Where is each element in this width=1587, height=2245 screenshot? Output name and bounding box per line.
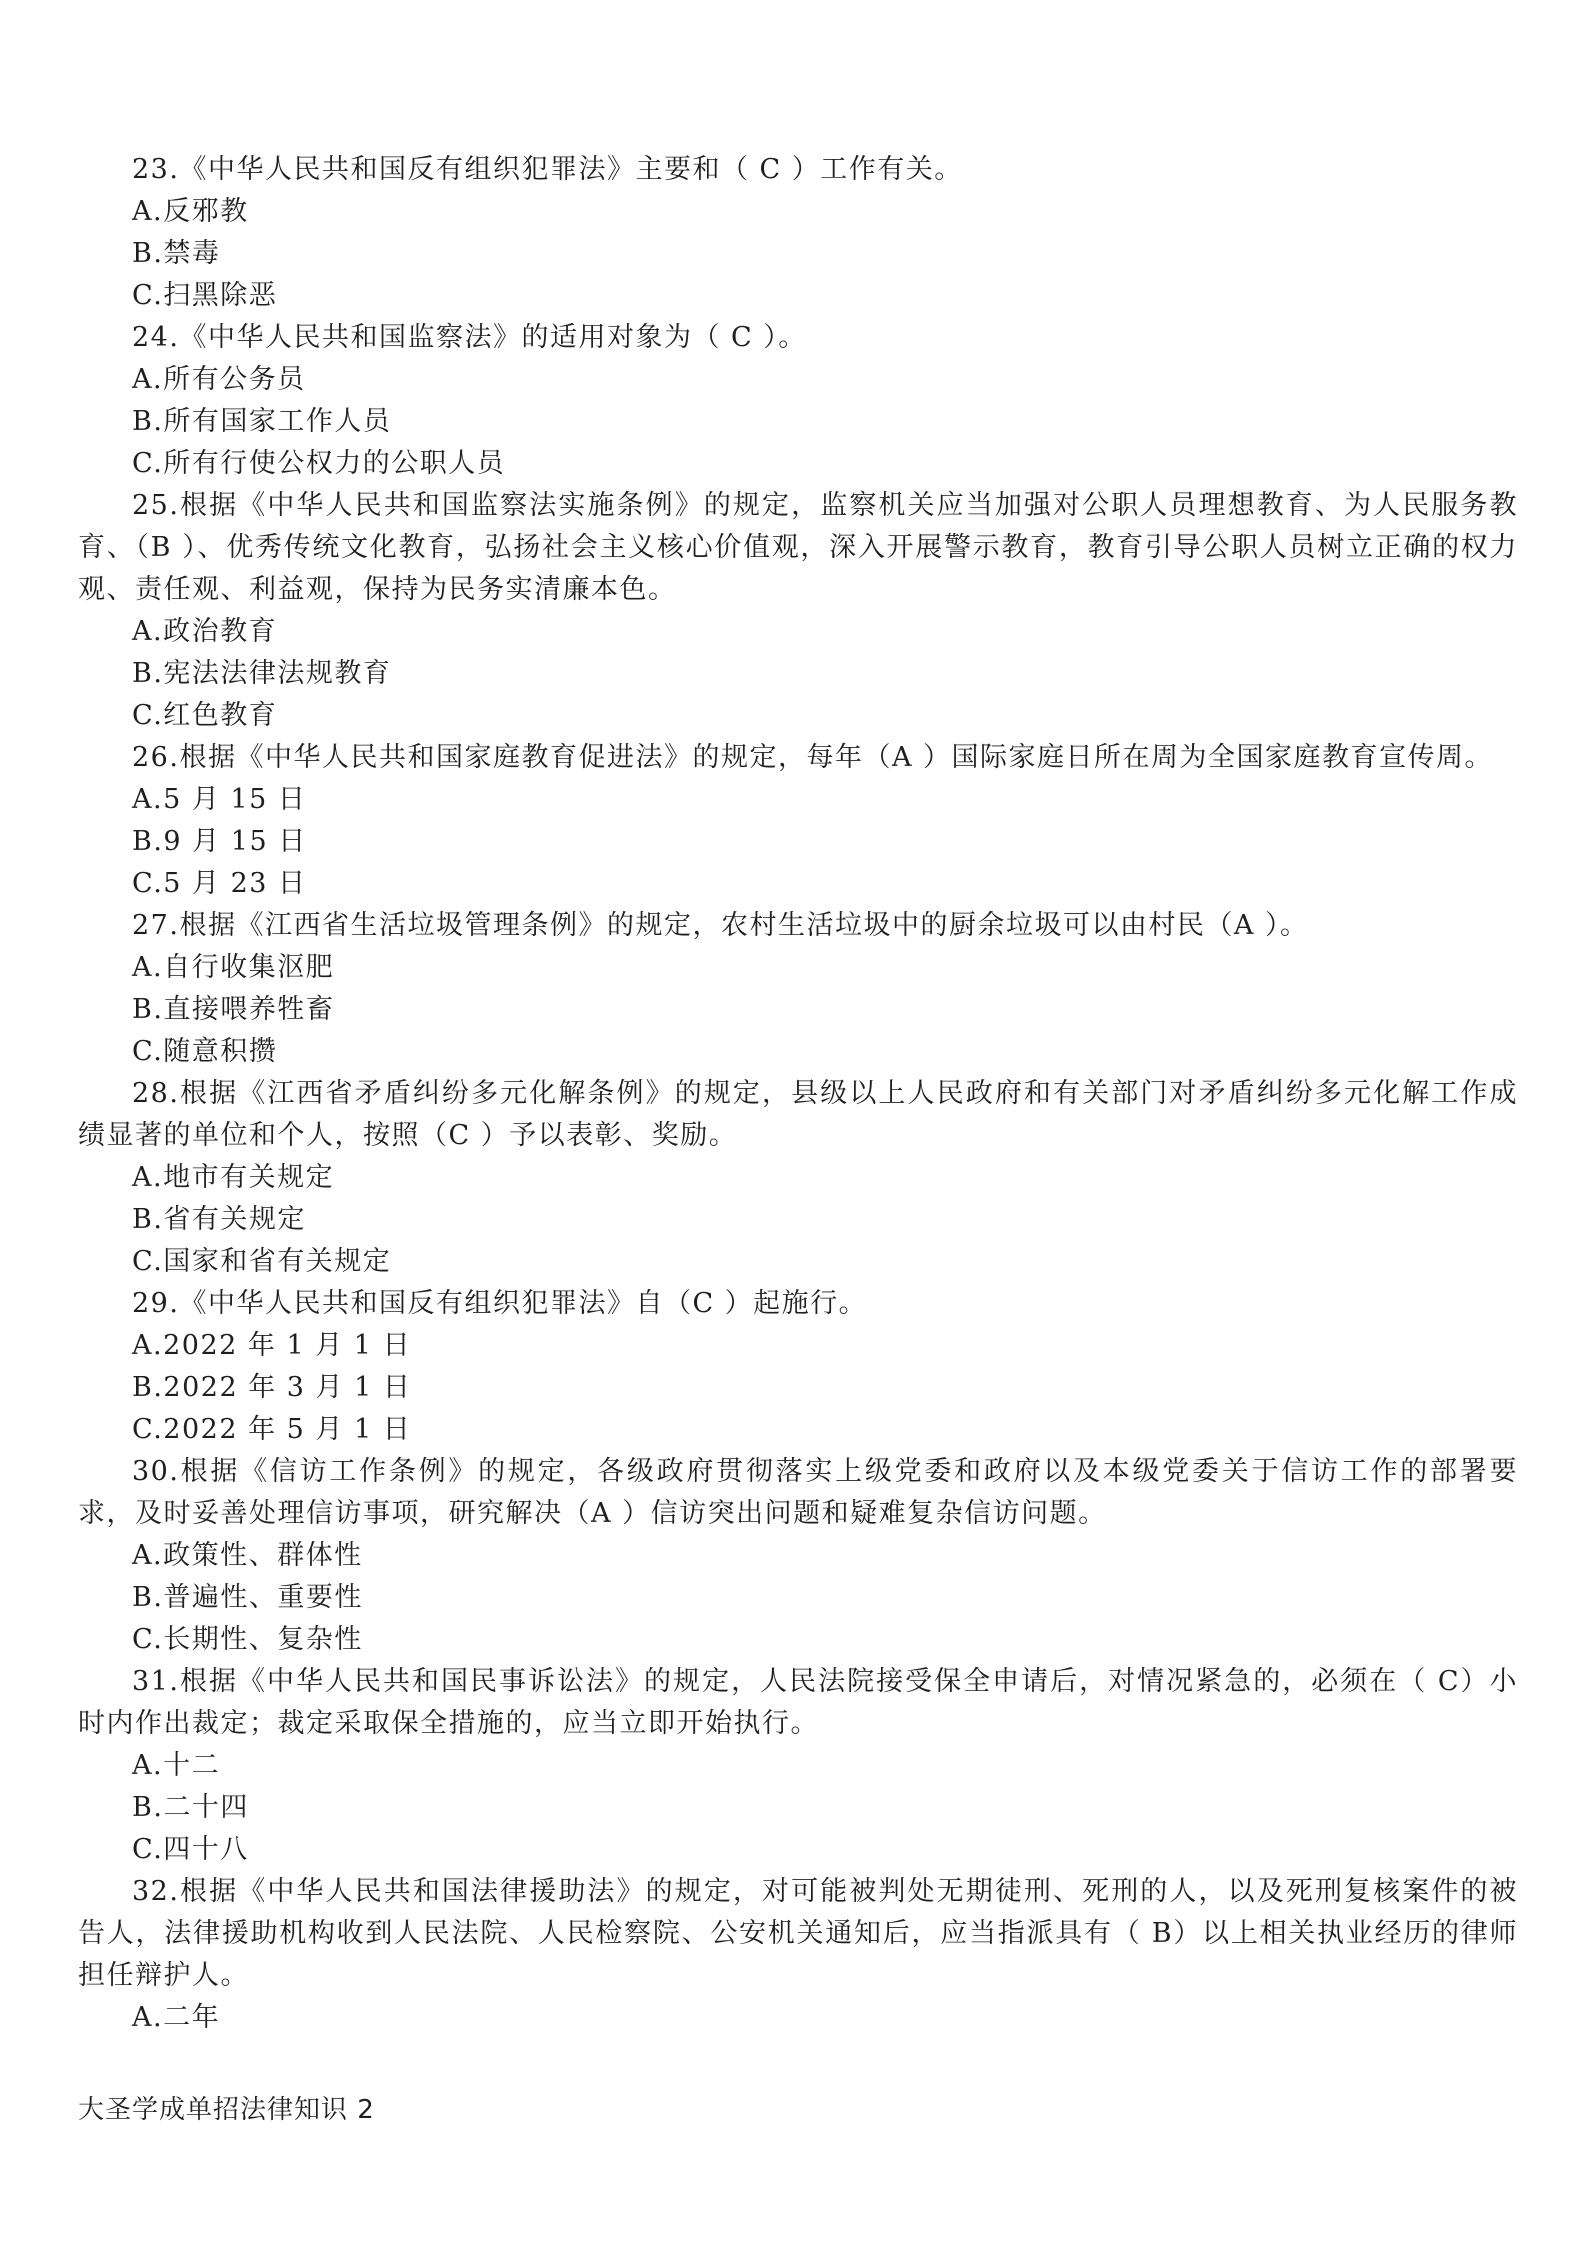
question-stem: 25.根据《中华人民共和国监察法实施条例》的规定，监察机关应当加强对公职人员理想教育、为人民服务教育、（B ）、优秀传统文化教育，弘扬社会主义核心价值观，深入开展警示教育，教育引导公职人员树立正确的权力观、责任观、利益观，保持为民务实清廉本色。 [78, 490, 1518, 605]
page-footer: 大圣学成单招法律知识 2 [78, 2095, 375, 2125]
option-c: C.扫黑除恶 [132, 280, 278, 311]
question-stem: 30.根据《信访工作条例》的规定，各级政府贯彻落实上级党委和政府以及本级党委关于信访工作的部署要求，及时妥善处理信访事项，研究解决（A ）信访突出问题和疑难复杂信访问题。 [78, 1456, 1518, 1529]
option-a: A.2022 年 1 月 1 日 [132, 1330, 412, 1361]
question-30 [78, 1451, 1518, 1661]
option-b: B.2022 年 3 月 1 日 [132, 1372, 412, 1403]
question-stem: 31.根据《中华人民共和国民事诉讼法》的规定，人民法院接受保全申请后，对情况紧急的，必须在（ C）小时内作出裁定；裁定采取保全措施的，应当立即开始执行。 [78, 1666, 1518, 1739]
question-stem: 28.根据《江西省矛盾纠纷多元化解条例》的规定，县级以上人民政府和有关部门对矛盾纠纷多元化解工作成绩显著的单位和个人，按照（C ）予以表彰、奖励。 [78, 1078, 1518, 1151]
option-a: A.地市有关规定 [132, 1162, 335, 1193]
option-a: A.所有公务员 [132, 364, 306, 395]
option-a: A.反邪教 [132, 196, 249, 227]
question-28 [78, 1073, 1518, 1283]
option-b: B.省有关规定 [132, 1204, 306, 1235]
question-stem: 27.根据《江西省生活垃圾管理条例》的规定，农村生活垃圾中的厨余垃圾可以由村民（A ）。 [132, 910, 1309, 941]
question-stem: 23.《中华人民共和国反有组织犯罪法》主要和（ C ）工作有关。 [132, 154, 963, 185]
question-stem: 24.《中华人民共和国监察法》的适用对象为（ C ）。 [132, 322, 807, 353]
option-c: C.国家和省有关规定 [132, 1246, 392, 1277]
option-b: B.普遍性、重要性 [132, 1582, 363, 1613]
option-a: A.政策性、群体性 [132, 1540, 363, 1571]
question-24 [78, 317, 1518, 485]
question-26 [78, 737, 1518, 905]
option-c: C.所有行使公权力的公职人员 [132, 448, 506, 479]
option-b: B.宪法法律法规教育 [132, 658, 392, 689]
option-a: A.十二 [132, 1750, 221, 1781]
option-a: A.二年 [132, 2002, 221, 2033]
question-stem: 29.《中华人民共和国反有组织犯罪法》自（C ）起施行。 [132, 1288, 868, 1319]
option-b: B.所有国家工作人员 [132, 406, 392, 437]
question-31 [78, 1661, 1518, 1871]
option-b: B.直接喂养牲畜 [132, 994, 335, 1025]
option-c: C.2022 年 5 月 1 日 [132, 1414, 412, 1445]
option-c: C.随意积攒 [132, 1036, 278, 1067]
question-stem: 32.根据《中华人民共和国法律援助法》的规定，对可能被判处无期徒刑、死刑的人，以及死刑复核案件的被告人，法律援助机构收到人民法院、人民检察院、公安机关通知后，应当指派具有（ B）以上相关执业经历的律师担任辩护人。 [78, 1876, 1518, 1991]
option-b: B.禁毒 [132, 238, 221, 269]
option-c: C.长期性、复杂性 [132, 1624, 363, 1655]
option-c: C.红色教育 [132, 700, 278, 731]
option-b: B.9 月 15 日 [132, 826, 307, 857]
option-c: C.四十八 [132, 1834, 249, 1865]
option-a: A.政治教育 [132, 616, 278, 647]
option-a: A.5 月 15 日 [132, 784, 307, 815]
option-a: A.自行收集沤肥 [132, 952, 335, 983]
option-c: C.5 月 23 日 [132, 868, 307, 899]
question-23 [78, 149, 1518, 317]
option-b: B.二十四 [132, 1792, 249, 1823]
question-32 [78, 1871, 1518, 2039]
question-29 [78, 1283, 1518, 1451]
question-stem: 26.根据《中华人民共和国家庭教育促进法》的规定，每年（A ）国际家庭日所在周为全国家庭教育宣传周。 [132, 742, 1494, 773]
question-27 [78, 905, 1518, 1073]
question-25 [78, 485, 1518, 737]
document-page [78, 149, 1518, 2039]
